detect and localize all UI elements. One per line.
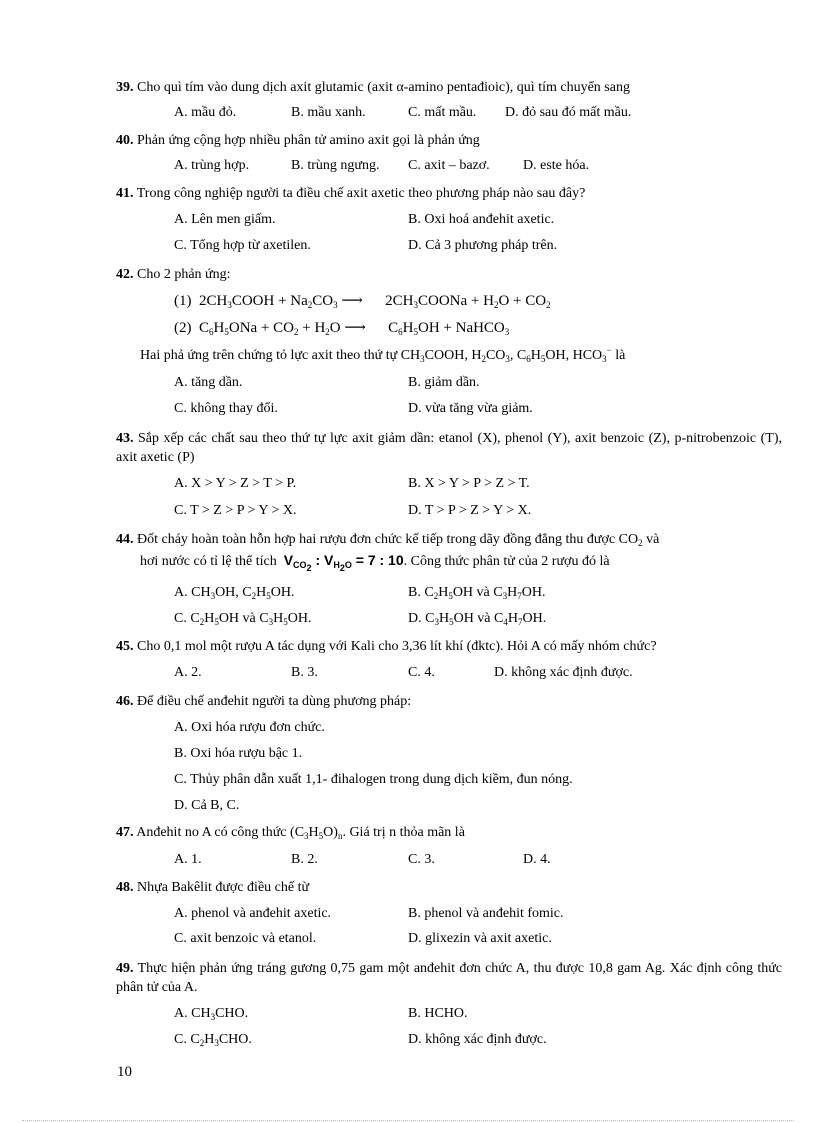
- option-d: D. T > P > Z > Y > X.: [408, 503, 532, 518]
- question-41: [116, 184, 782, 203]
- option-a: A. mầu đỏ.: [174, 105, 237, 120]
- option-b: B. phenol và anđehit fomic.: [408, 906, 564, 921]
- question-39: [116, 78, 782, 97]
- option-a: A. tăng dần.: [174, 375, 243, 390]
- question-number: 43.: [116, 431, 134, 446]
- question-number: 46.: [116, 694, 134, 709]
- question-number: 49.: [116, 961, 134, 976]
- reaction-1: (1) $2CH_3COOH + Na_2CO_3$ ⟶ $2CH_3COONa + H_2O + CO_2$: [174, 293, 551, 310]
- option-d: D. Cả B, C.: [174, 798, 240, 813]
- option-b: B. Oxi hoá anđehit axetic.: [408, 212, 555, 227]
- question-number: 45.: [116, 639, 134, 654]
- option-b: B. HCHO.: [408, 1006, 468, 1021]
- question-42: [116, 265, 782, 284]
- question-number: 39.: [116, 80, 134, 95]
- option-c: C. $C_2H_3CHO$.: [174, 1032, 252, 1048]
- question-stem: Sắp xếp các chất sau theo thứ tự lực axit giảm dần: etanol (X), phenol (Y), axit benzoic (Z), p-nitrobenzoic (T), axit axetic (P): [116, 431, 783, 465]
- option-c: C. axit benzoic và etanol.: [174, 931, 317, 946]
- option-a: A. $CH_3OH$, $C_2H_5OH$.: [174, 585, 295, 601]
- page-number: 10: [117, 1064, 132, 1080]
- option-a: A. Oxi hóa rượu đơn chức.: [174, 720, 325, 735]
- question-stem: Cho 2 phản ứng:: [137, 267, 231, 282]
- option-c: C. axit – bazơ.: [408, 158, 490, 173]
- reaction-2: (2) $C_6H_5ONa + CO_2 + H_2O$ ⟶ $C_6H_5OH$ + NaHCO$_3$: [174, 320, 510, 337]
- option-b: B. Oxi hóa rượu bậc 1.: [174, 746, 303, 761]
- option-d: D. este hóa.: [523, 158, 590, 173]
- question-stem: Cho quì tím vào dung dịch axit glutamic (axit α-amino pentađioic), quì tím chuyển sang: [137, 80, 630, 95]
- question-45: [116, 637, 782, 656]
- question-stem: Trong công nghiệp người ta điều chế axit axetic theo phương pháp nào sau đây?: [136, 186, 586, 201]
- option-a: A. X > Y > Z > T > P.: [174, 476, 297, 491]
- option-d: D. Cả 3 phương pháp trên.: [408, 238, 558, 253]
- option-b: B. mầu xanh.: [291, 105, 366, 120]
- question-stem: Thực hiện phản ứng tráng gương 0,75 gam một anđehit đơn chức A, thu được 10,8 gam Ag. Xác định công thức phân tử của A.: [116, 961, 783, 995]
- option-b: B. trùng ngưng.: [291, 158, 380, 173]
- option-d: D. không xác định được.: [494, 665, 633, 680]
- question-stem: Phản ứng cộng hợp nhiều phân tử amino axit gọi là phản ứng: [137, 133, 480, 148]
- option-a: A. $CH_3CHO$.: [174, 1006, 249, 1022]
- question-42-note: Hai phả ứng trên chứng tỏ lực axit theo thứ tự $CH_3COOH$, $H_2CO_3$, $C_6H_5OH$, $HCO_3^-$ là: [140, 345, 626, 364]
- option-d: D. glixezin và axit axetic.: [408, 931, 552, 946]
- question-48: [116, 878, 782, 897]
- question-43: [116, 429, 782, 467]
- option-d: D. 4.: [523, 852, 551, 867]
- option-a: A. Lên men giấm.: [174, 212, 276, 227]
- option-d: D. vừa tăng vừa giảm.: [408, 401, 533, 416]
- question-44-line2: hơi nước có tỉ lệ thể tích $V_{CO_2}$ : $V_{H_2O} = 7$ : 10. Công thức phân tử của 2 rượu đó là: [140, 552, 610, 573]
- option-a: A. 2.: [174, 665, 202, 680]
- question-number: 48.: [116, 880, 134, 895]
- option-c: C. T > Z > P > Y > X.: [174, 503, 297, 518]
- question-44: 44. Đốt cháy hoàn toàn hỗn hợp hai rượu đơn chức kế tiếp trong dãy đồng đẳng thu được $CO_2$ và: [116, 532, 660, 548]
- question-number: 41.: [116, 186, 134, 201]
- question-40: [116, 131, 782, 150]
- option-a: A. trùng hợp.: [174, 158, 250, 173]
- volume-ratio-formula: $V_{CO_2}$ : $V_{H_2O} = 7$ : 10: [283, 552, 404, 573]
- option-c: C. Tổng hợp từ axetilen.: [174, 238, 311, 253]
- option-d: D. $C_3H_5OH$ và $C_4H_7OH$.: [408, 611, 547, 627]
- question-number: 42.: [116, 267, 134, 282]
- option-a: A. 1.: [174, 852, 202, 867]
- question-stem: Để điều chế anđehit người ta dùng phương pháp:: [137, 694, 412, 709]
- option-b: B. X > Y > P > Z > T.: [408, 476, 530, 491]
- option-a: A. phenol và anđehit axetic.: [174, 906, 332, 921]
- option-c: C. 3.: [408, 852, 435, 867]
- option-c: C. $C_2H_5OH$ và $C_3H_5OH$.: [174, 611, 312, 627]
- option-b: B. $C_2H_5OH$ và $C_3H_7OH$.: [408, 585, 546, 601]
- footer-divider: [22, 1120, 794, 1121]
- option-b: B. giảm dần.: [408, 375, 480, 390]
- question-46: [116, 692, 782, 711]
- option-d: D. không xác định được.: [408, 1032, 547, 1047]
- option-c: C. không thay đổi.: [174, 401, 278, 416]
- question-stem: Nhựa Bakêlit được điều chế từ: [137, 880, 310, 895]
- option-c: C. mất mầu.: [408, 105, 477, 120]
- question-number: 40.: [116, 133, 134, 148]
- option-b: B. 3.: [291, 665, 318, 680]
- question-number: 44.: [116, 532, 134, 547]
- option-d: D. đỏ sau đó mất mầu.: [505, 105, 632, 120]
- option-b: B. 2.: [291, 852, 318, 867]
- question-number: 47.: [116, 825, 134, 840]
- option-c: C. 4.: [408, 665, 435, 680]
- option-c: C. Thủy phân dẫn xuất 1,1- đihalogen trong dung dịch kiềm, đun nóng.: [174, 772, 573, 787]
- question-49: [116, 959, 782, 997]
- question-stem: Cho 0,1 mol một rượu A tác dụng với Kali cho 3,36 lít khí (đktc). Hỏi A có mấy nhóm chức?: [137, 639, 657, 654]
- question-47: 47. Anđehit no A có công thức $(C_3H_5O)_n$. Giá trị n thỏa mãn là: [116, 825, 465, 841]
